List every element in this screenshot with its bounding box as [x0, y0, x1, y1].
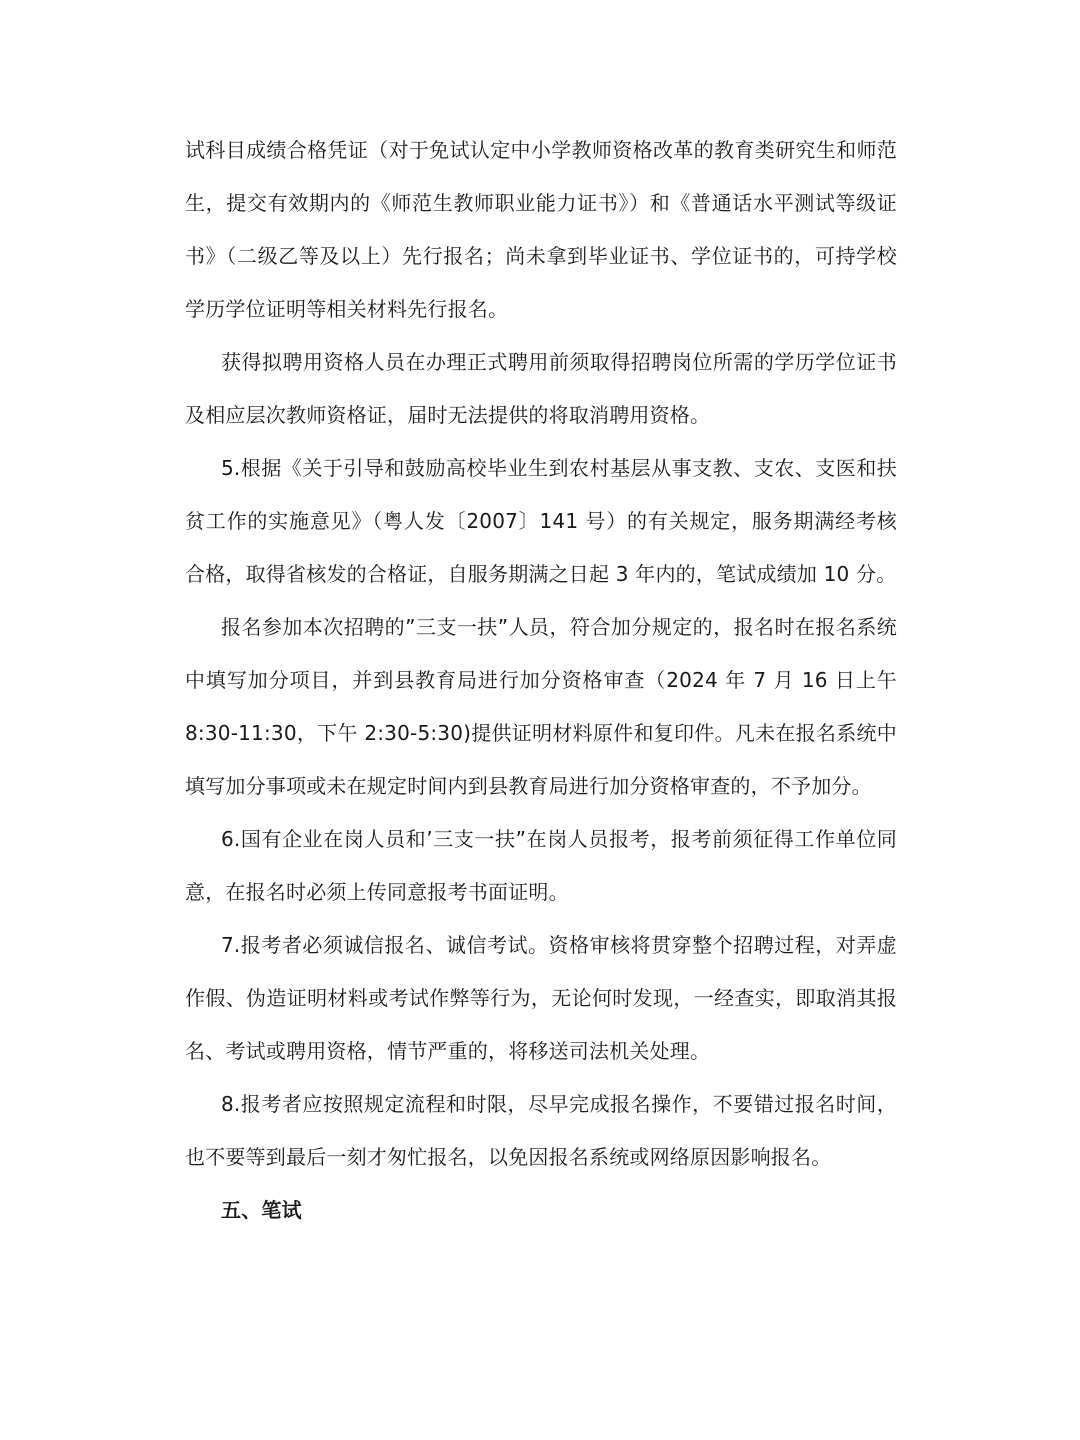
- paragraph-item-5: 5.根据《关于引导和鼓励高校毕业生到农村基层从事支教、支农、支医和扶贫工作的实施意见》（粤人发〔2007〕141 号）的有关规定，服务期满经考核合格，取得省核发的合格证，自服务期满之日起 3 年内的，笔试成绩加 10 分。: [185, 456, 897, 586]
- paragraph-item-6: 6.国有企业在岗人员和’三支一扶”在岗人员报考，报考前须征得工作单位同意，在报名时必须上传同意报考书面证明。: [185, 827, 897, 904]
- section-heading-written-exam: 五、笔试: [221, 1198, 302, 1222]
- paragraph-bonus-review: 报名参加本次招聘的”三支一扶”人员，符合加分规定的，报名时在报名系统中填写加分项目，并到县教育局进行加分资格审查（2024 年 7 月 16 日上午 8:30-11:30，下午 2:30-5:30)提供证明材料原件和复印件。凡未在报名系统中填写加分事项或未在规定时间内到县教育局进行加分资格审查的，不予加分。: [185, 615, 897, 798]
- paragraph-item-7: 7.报考者必须诚信报名、诚信考试。资格审核将贯穿整个招聘过程，对弄虚作假、伪造证明材料或考试作弊等行为，无论何时发现，一经查实，即取消其报名、考试或聘用资格，情节严重的，将移送司法机关处理。: [185, 933, 897, 1063]
- document-body: [185, 124, 897, 1237]
- paragraph-exam-certificate: 试科目成绩合格凭证（对于免试认定中小学教师资格改革的教育类研究生和师范生，提交有效期内的《师范生教师职业能力证书》）和《普通话水平测试等级证书》（二级乙等及以上）先行报名；尚未拿到毕业证书、学位证书的，可持学校学历学位证明等相关材料先行报名。: [185, 138, 897, 321]
- paragraph-degree-requirement: 获得拟聘用资格人员在办理正式聘用前须取得招聘岗位所需的学历学位证书及相应层次教师资格证，届时无法提供的将取消聘用资格。: [185, 350, 897, 427]
- paragraph-item-8: 8.报考者应按照规定流程和时限，尽早完成报名操作，不要错过报名时间，也不要等到最后一刻才匆忙报名，以免因报名系统或网络原因影响报名。: [185, 1092, 897, 1169]
